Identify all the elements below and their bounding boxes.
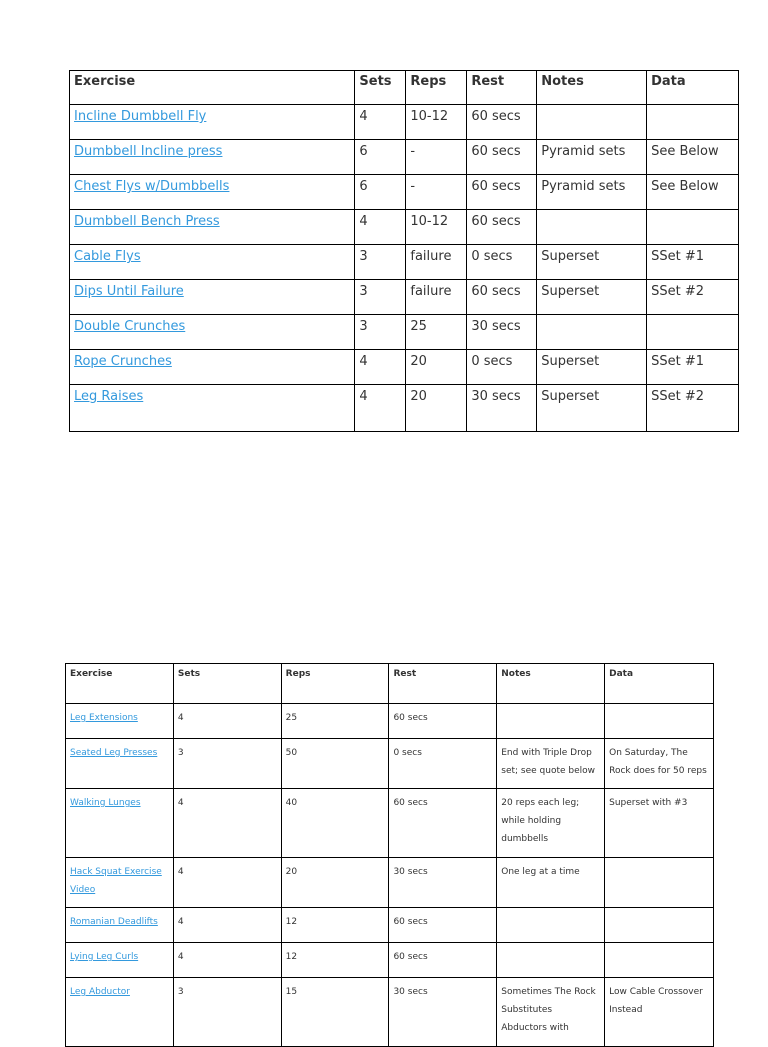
table-row bbox=[70, 245, 739, 280]
notes-cell: Pyramid sets bbox=[537, 175, 647, 210]
table-row bbox=[66, 739, 714, 789]
reps-cell: 50 bbox=[281, 739, 389, 789]
sets-cell: 6 bbox=[355, 175, 406, 210]
exercise-link[interactable]: Chest Flys w/Dumbbells bbox=[74, 179, 230, 194]
sets-cell: 4 bbox=[173, 858, 281, 908]
table-header-row bbox=[70, 71, 739, 105]
header-rest: Rest bbox=[389, 664, 497, 704]
data-cell bbox=[647, 315, 739, 350]
data-cell: See Below bbox=[647, 175, 739, 210]
sets-cell: 4 bbox=[355, 210, 406, 245]
notes-cell: End with Triple Drop set; see quote below bbox=[497, 739, 605, 789]
header-sets: Sets bbox=[355, 71, 406, 105]
sets-cell: 3 bbox=[355, 245, 406, 280]
notes-cell bbox=[497, 908, 605, 943]
reps-cell: 25 bbox=[281, 704, 389, 739]
header-sets: Sets bbox=[173, 664, 281, 704]
table-row bbox=[66, 789, 714, 858]
sets-cell: 3 bbox=[355, 280, 406, 315]
rest-cell: 60 secs bbox=[389, 943, 497, 978]
rest-cell: 60 secs bbox=[389, 908, 497, 943]
sets-cell: 4 bbox=[173, 908, 281, 943]
notes-cell: Superset bbox=[537, 350, 647, 385]
table-row bbox=[70, 280, 739, 315]
sets-cell: 6 bbox=[355, 140, 406, 175]
exercise-link[interactable]: Cable Flys bbox=[74, 249, 141, 264]
exercise-link[interactable]: Leg Raises bbox=[74, 389, 144, 404]
header-reps: Reps bbox=[281, 664, 389, 704]
data-cell: SSet #2 bbox=[647, 280, 739, 315]
table-row bbox=[66, 978, 714, 1047]
exercise-link[interactable]: Hack Squat Exercise Video bbox=[70, 867, 162, 895]
header-notes: Notes bbox=[537, 71, 647, 105]
reps-cell: 20 bbox=[281, 858, 389, 908]
table-row bbox=[66, 908, 714, 943]
table-row bbox=[70, 385, 739, 432]
notes-cell: Superset bbox=[537, 385, 647, 432]
sets-cell: 4 bbox=[173, 704, 281, 739]
rest-cell: 60 secs bbox=[467, 105, 537, 140]
sets-cell: 3 bbox=[173, 978, 281, 1047]
notes-cell: Pyramid sets bbox=[537, 140, 647, 175]
reps-cell: 12 bbox=[281, 943, 389, 978]
reps-cell: - bbox=[406, 140, 467, 175]
sets-cell: 3 bbox=[355, 315, 406, 350]
header-rest: Rest bbox=[467, 71, 537, 105]
table-row bbox=[70, 210, 739, 245]
header-exercise: Exercise bbox=[66, 664, 174, 704]
sets-cell: 3 bbox=[173, 739, 281, 789]
sets-cell: 4 bbox=[355, 105, 406, 140]
table-row bbox=[66, 704, 714, 739]
header-data: Data bbox=[647, 71, 739, 105]
data-cell bbox=[605, 943, 714, 978]
rest-cell: 0 secs bbox=[467, 350, 537, 385]
reps-cell: failure bbox=[406, 280, 467, 315]
reps-cell: 20 bbox=[406, 385, 467, 432]
exercise-link[interactable]: Walking Lunges bbox=[70, 798, 141, 808]
reps-cell: - bbox=[406, 175, 467, 210]
header-data: Data bbox=[605, 664, 714, 704]
notes-cell: Superset bbox=[537, 245, 647, 280]
notes-cell bbox=[497, 704, 605, 739]
data-cell: Low Cable Crossover Instead bbox=[605, 978, 714, 1047]
rest-cell: 60 secs bbox=[467, 280, 537, 315]
reps-cell: 40 bbox=[281, 789, 389, 858]
sets-cell: 4 bbox=[173, 789, 281, 858]
table-row bbox=[66, 943, 714, 978]
reps-cell: 15 bbox=[281, 978, 389, 1047]
chest-abs-workout-table bbox=[69, 70, 739, 432]
reps-cell: 25 bbox=[406, 315, 467, 350]
sets-cell: 4 bbox=[355, 350, 406, 385]
data-cell bbox=[605, 704, 714, 739]
data-cell: SSet #1 bbox=[647, 245, 739, 280]
exercise-link[interactable]: Dumbbell Bench Press bbox=[74, 214, 220, 229]
rest-cell: 60 secs bbox=[467, 175, 537, 210]
header-exercise: Exercise bbox=[70, 71, 355, 105]
data-cell bbox=[605, 858, 714, 908]
rest-cell: 30 secs bbox=[467, 385, 537, 432]
rest-cell: 0 secs bbox=[389, 739, 497, 789]
table-row bbox=[70, 175, 739, 210]
table-row bbox=[66, 858, 714, 908]
notes-cell bbox=[537, 105, 647, 140]
notes-cell: One leg at a time bbox=[497, 858, 605, 908]
data-cell: SSet #2 bbox=[647, 385, 739, 432]
table-row bbox=[70, 350, 739, 385]
exercise-link[interactable]: Dips Until Failure bbox=[74, 284, 184, 299]
notes-cell bbox=[537, 315, 647, 350]
data-cell bbox=[647, 105, 739, 140]
reps-cell: 12 bbox=[281, 908, 389, 943]
data-cell: On Saturday, The Rock does for 50 reps bbox=[605, 739, 714, 789]
rest-cell: 30 secs bbox=[467, 315, 537, 350]
leg-workout-table bbox=[65, 663, 714, 1047]
exercise-link[interactable]: Rope Crunches bbox=[74, 354, 172, 369]
exercise-link[interactable]: Incline Dumbbell Fly bbox=[74, 109, 207, 124]
reps-cell: 20 bbox=[406, 350, 467, 385]
header-reps: Reps bbox=[406, 71, 467, 105]
data-cell: See Below bbox=[647, 140, 739, 175]
data-cell bbox=[647, 210, 739, 245]
notes-cell: 20 reps each leg; while holding dumbbells bbox=[497, 789, 605, 858]
reps-cell: failure bbox=[406, 245, 467, 280]
notes-cell: Superset bbox=[537, 280, 647, 315]
rest-cell: 30 secs bbox=[389, 858, 497, 908]
notes-cell bbox=[497, 943, 605, 978]
table-row bbox=[70, 140, 739, 175]
reps-cell: 10-12 bbox=[406, 105, 467, 140]
notes-cell: Sometimes The Rock Substitutes Abductors with bbox=[497, 978, 605, 1047]
sets-cell: 4 bbox=[173, 943, 281, 978]
table-header-row bbox=[66, 664, 714, 704]
reps-cell: 10-12 bbox=[406, 210, 467, 245]
exercise-link[interactable]: Romanian Deadlifts bbox=[70, 917, 158, 927]
exercise-link[interactable]: Lying Leg Curls bbox=[70, 952, 139, 962]
sets-cell: 4 bbox=[355, 385, 406, 432]
notes-cell bbox=[537, 210, 647, 245]
rest-cell: 60 secs bbox=[467, 140, 537, 175]
table-row bbox=[70, 105, 739, 140]
data-cell: SSet #1 bbox=[647, 350, 739, 385]
data-cell bbox=[605, 908, 714, 943]
exercise-link[interactable]: Leg Abductor bbox=[70, 987, 130, 997]
header-notes: Notes bbox=[497, 664, 605, 704]
exercise-link[interactable]: Leg Extensions bbox=[70, 713, 138, 723]
exercise-link[interactable]: Seated Leg Presses bbox=[70, 748, 158, 758]
rest-cell: 60 secs bbox=[389, 789, 497, 858]
rest-cell: 0 secs bbox=[467, 245, 537, 280]
rest-cell: 60 secs bbox=[389, 704, 497, 739]
rest-cell: 60 secs bbox=[467, 210, 537, 245]
rest-cell: 30 secs bbox=[389, 978, 497, 1047]
exercise-link[interactable]: Dumbbell Incline press bbox=[74, 144, 223, 159]
table-row bbox=[70, 315, 739, 350]
data-cell: Superset with #3 bbox=[605, 789, 714, 858]
exercise-link[interactable]: Double Crunches bbox=[74, 319, 186, 334]
